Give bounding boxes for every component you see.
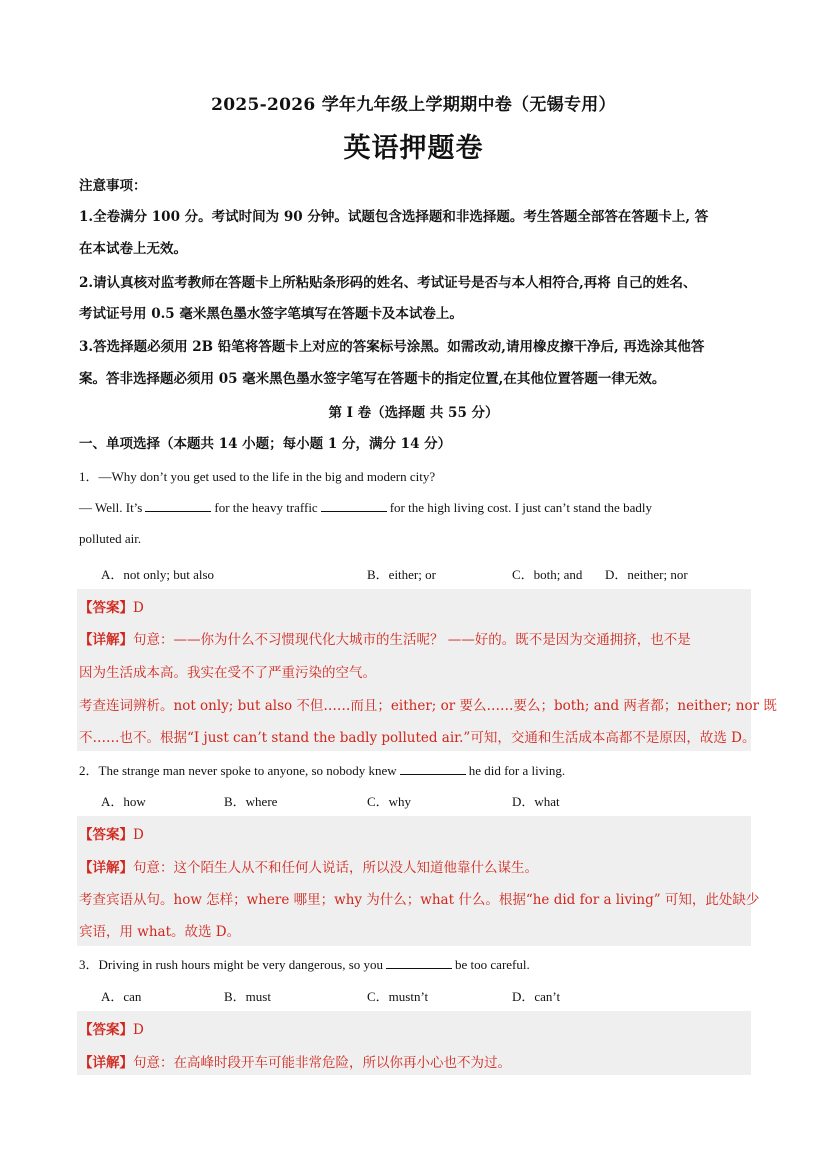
question-stem: polluted air. (79, 531, 142, 546)
option-c: C．both; and (512, 567, 583, 582)
notice-line: 在本试卷上无效。 (79, 241, 187, 257)
option-c: C．mustn’t (367, 989, 429, 1004)
detail-line: 因为生活成本高。我实在受不了严重污染的空气。 (79, 665, 376, 681)
answer-value: D (133, 600, 144, 616)
detail-line (79, 856, 538, 876)
answer-blank (145, 499, 211, 512)
answer-line (79, 596, 144, 616)
option-c: C．why (367, 794, 412, 809)
exam-subtitle: 2025-2026 学年九年级上学期期中卷（无锡专用） (211, 95, 616, 115)
notice-heading: 注意事项： (79, 178, 147, 194)
exam-title: 英语押题卷 (343, 133, 484, 164)
stem-text: be too careful. (455, 957, 530, 972)
answer-line (79, 1018, 144, 1038)
detail-line (79, 1051, 511, 1071)
option-a: A．how (101, 794, 146, 809)
part-title: 第 I 卷（选择题 共 55 分） (328, 405, 499, 421)
notice-line: 案。答非选择题必须用 05 毫米黑色墨水签字笔写在答题卡的指定位置,在其他位置答题一律无效。 (79, 371, 666, 387)
answer-line (79, 823, 144, 843)
detail-tag: 【详解】 (79, 860, 133, 876)
stem-text: 2．The strange man never spoke to anyone, so nobody knew (79, 763, 397, 778)
detail-tag: 【详解】 (79, 632, 133, 648)
option-a: A．can (101, 989, 142, 1004)
detail-line: 考查连词辨析。not only; but also 不但……而且；either; or 要么……要么；both; and 两者都；neither; nor 既 (79, 698, 777, 714)
detail-line (79, 628, 691, 648)
option-d: D．neither; nor (605, 567, 688, 582)
detail-line: 考查宾语从句。how 怎样；where 哪里；why 为什么；what 什么。根据“he did for a living” 可知，此处缺少 (79, 892, 760, 908)
detail-text: 句意：这个陌生人从不和任何人说话，所以没人知道他靠什么谋生。 (133, 860, 538, 876)
option-b: B．where (224, 794, 278, 809)
stem-text: he did for a living. (468, 763, 566, 778)
stem-text: for the high living cost. I just can’t stand the badly (389, 500, 652, 515)
option-d: D．what (512, 794, 560, 809)
detail-tag: 【详解】 (79, 1055, 133, 1071)
answer-blank (400, 762, 466, 775)
notice-line: 3.答选择题必须用 2B 铅笔将答题卡上对应的答案标号涂黑。如需改动,请用橡皮擦干净后, 再选涂其他答 (79, 339, 705, 355)
question-stem (79, 499, 652, 516)
notice-line: 考试证号用 0.5 毫米黑色墨水签字笔填写在答题卡及本试卷上。 (79, 306, 463, 322)
answer-blank (321, 499, 387, 512)
answer-tag: 【答案】 (79, 600, 133, 616)
answer-blank (386, 956, 452, 969)
answer-tag: 【答案】 (79, 827, 133, 843)
answer-value: D (133, 1022, 144, 1038)
option-d: D．can’t (512, 989, 561, 1004)
section-title: 一、单项选择（本题共 14 小题；每小题 1 分，满分 14 分） (79, 436, 452, 452)
option-b: B．either; or (367, 567, 436, 582)
detail-line: 不……也不。根据“I just can’t stand the badly polluted air.”可知，交通和生活成本高都不是原因，故选 D。 (79, 730, 756, 746)
detail-text: 句意：——你为什么不习惯现代化大城市的生活呢？ ——好的。既不是因为交通拥挤，也不是 (133, 632, 691, 648)
question-stem (79, 954, 530, 973)
notice-line: 1.全卷满分 100 分。考试时间为 90 分钟。试题包含选择题和非选择题。考生答题全部答在答题卡上, 答 (79, 209, 709, 225)
stem-text: 3．Driving in rush hours might be very dangerous, so you (79, 957, 384, 972)
question-stem (79, 760, 565, 779)
detail-line: 宾语，用 what。故选 D。 (79, 924, 241, 940)
option-a: A．not only; but also (101, 567, 215, 582)
option-b: B．must (224, 989, 271, 1004)
stem-text: — Well. It’s (79, 500, 143, 515)
stem-text: for the heavy traffic (214, 500, 318, 515)
notice-line: 2.请认真核对监考教师在答题卡上所粘贴条形码的姓名、考试证号是否与本人相符合,再将 自己的姓名、 (79, 275, 697, 291)
answer-value: D (133, 827, 144, 843)
detail-text: 句意：在高峰时段开车可能非常危险，所以你再小心也不为过。 (133, 1055, 511, 1071)
question-stem: 1．—Why don’t you get used to the life in the big and modern city? (79, 469, 436, 484)
answer-tag: 【答案】 (79, 1022, 133, 1038)
